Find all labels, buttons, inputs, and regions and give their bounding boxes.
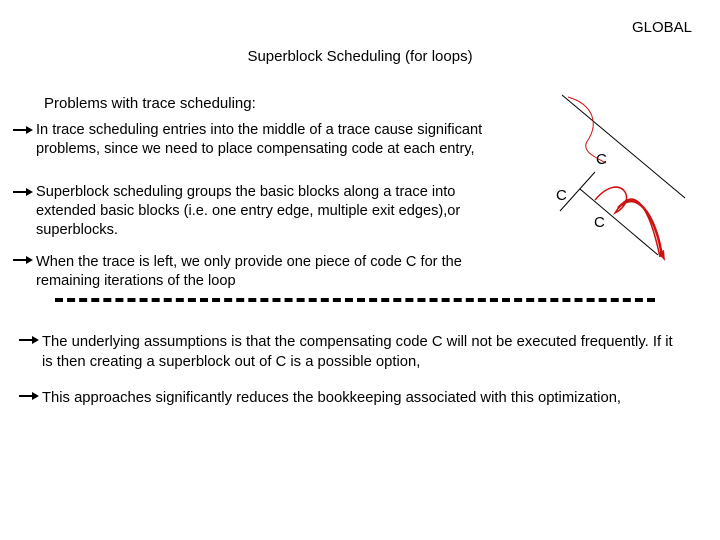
right-arrow-icon: [12, 124, 34, 136]
superblock-diagram: [540, 85, 720, 275]
trace-edge: [562, 95, 685, 198]
slide-title: Superblock Scheduling (for loops): [247, 48, 473, 65]
right-arrow-icon: [18, 334, 40, 346]
dashed-divider: [55, 298, 655, 302]
compensation-label-left: C: [556, 187, 567, 204]
bullet-text-trace-left: When the trace is left, we only provide one piece of code C for the remaining iterations of the loop: [36, 254, 462, 289]
bullet-text-assumption: The underlying assumptions is that the compensating code C will not be executed frequently. If it is then creating a superblock out of C is a possible option,: [42, 334, 673, 370]
right-arrow-icon: [12, 186, 34, 198]
right-arrow-icon: [18, 390, 40, 402]
bullet-text-superblock: Superblock scheduling groups the basic blocks along a trace into extended basic blocks (i.e. one entry edge, multiple exit edges),or superblocks.: [36, 184, 461, 238]
bullet-text-trace-entries: In trace scheduling entries into the middle of a trace cause significant problems, since we need to place compensating code at each entry,: [36, 122, 483, 157]
compensation-edge: [580, 189, 658, 255]
right-arrow-icon: [12, 254, 34, 266]
section-heading: Problems with trace scheduling:: [44, 95, 256, 112]
global-label: GLOBAL: [631, 19, 692, 36]
loop-arrow-curve: [618, 201, 662, 257]
compensation-label-bottom: C: [594, 214, 605, 231]
compensation-label-top: C: [596, 151, 607, 168]
bullet-text-bookkeeping: This approaches significantly reduces the bookkeeping associated with this optimization,: [42, 390, 622, 406]
